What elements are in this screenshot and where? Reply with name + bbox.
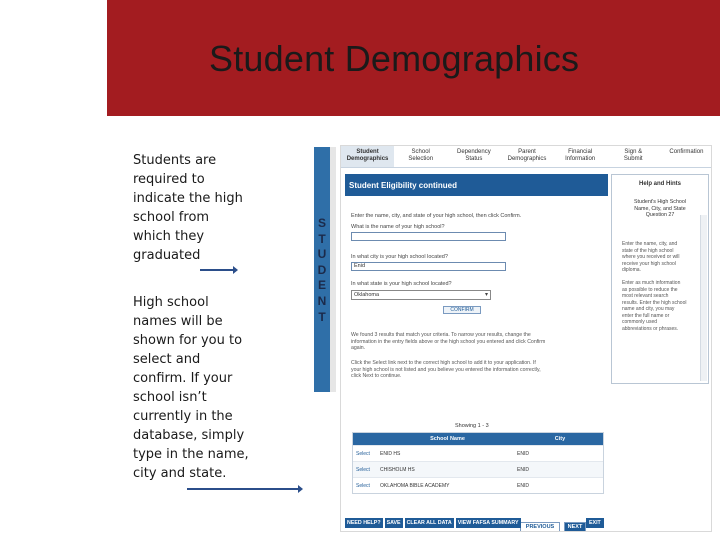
clear-all-data-button[interactable]: CLEAR ALL DATA xyxy=(406,520,452,526)
exit-button[interactable]: EXIT xyxy=(586,518,604,528)
state-select[interactable]: Oklahoma ▾ xyxy=(351,290,491,300)
letter: E xyxy=(317,278,326,293)
title-banner xyxy=(107,0,720,116)
confirm-button[interactable]: CONFIRM xyxy=(443,306,481,314)
letter: U xyxy=(317,247,327,262)
sidebar-shadow xyxy=(330,147,336,392)
letter: S xyxy=(317,216,326,230)
help-title: Help and Hints xyxy=(638,181,681,187)
main-form xyxy=(345,174,608,529)
city-cell: ENID xyxy=(517,467,529,473)
fafsa-screenshot xyxy=(340,145,712,532)
column-header-select xyxy=(353,433,378,445)
help-scrollbar[interactable] xyxy=(700,215,707,381)
showing-count: Showing 1 - 3 xyxy=(455,423,489,429)
instruction-text: Enter the name, city, and state of your high school, then click Confirm. xyxy=(351,213,522,219)
help-text: Enter the name, city, and state of the high school where you received or will receive your high school diploma. Enter as much information as possible to reduce the most relevant search results. Enter the high school name and city, you may enter the full name or commonly used abbreviations or phrases. xyxy=(622,241,687,332)
select-link[interactable]: Select xyxy=(356,483,370,489)
vertical-student-label xyxy=(316,216,328,325)
arrow-pointer-2 xyxy=(187,488,299,490)
state-label: In what state is your high school located? xyxy=(351,281,452,287)
table-row xyxy=(353,461,603,477)
table-row xyxy=(353,445,603,461)
select-instructions: Click the Select link next to the correct high school to add it to your application. If your high school is not listed and you believe you entered the information correctly, click Next to continue. xyxy=(351,360,541,380)
select-link[interactable]: Select xyxy=(356,451,370,457)
school-name-cell: CHISHOLM HS xyxy=(380,467,415,473)
page-title: Student Demographics xyxy=(209,38,580,79)
results-table xyxy=(352,432,604,494)
letter: N xyxy=(317,293,327,308)
tab-financial-information[interactable]: Financial Information xyxy=(565,149,596,162)
letter: T xyxy=(318,231,326,246)
arrow-pointer-1 xyxy=(200,269,234,271)
school-name-input[interactable] xyxy=(351,232,506,241)
city-cell: ENID xyxy=(517,483,529,489)
note-graduated: Students are required to indicate the high school from which they graduated xyxy=(133,153,243,263)
tab-confirmation[interactable]: Confirmation xyxy=(669,149,704,155)
tab-sign-submit[interactable]: Sign & Submit xyxy=(623,149,643,162)
tab-parent-demographics[interactable]: Parent Demographics xyxy=(507,149,547,162)
city-label: In what city is your high school located? xyxy=(351,254,448,260)
tab-student-demographics[interactable]: Student Demographics xyxy=(341,146,394,167)
city-cell: ENID xyxy=(517,451,529,457)
help-subtitle: Student's High School Name, City, and State Question 27 xyxy=(634,199,686,219)
results-message: We found 3 results that match your criteria. To narrow your results, change the information in the entry fields above or the high school you entered and click Confirm again. xyxy=(351,332,546,352)
table-row xyxy=(353,477,603,493)
need-help-button[interactable]: NEED HELP? xyxy=(347,520,381,526)
view-fafsa-summary-button[interactable]: VIEW FAFSA SUMMARY xyxy=(457,520,519,526)
school-name-cell: OKLAHOMA BIBLE ACADEMY xyxy=(380,483,450,489)
step-tabs xyxy=(341,146,712,168)
school-name-label: What is the name of your high school? xyxy=(351,224,445,230)
letter: D xyxy=(317,262,327,277)
table-header xyxy=(353,433,603,445)
note-select-confirm: High school names will be shown for you to select and confirm. If your school isn’t currently in the database, simply type in the name, city and state. xyxy=(133,295,249,481)
letter: T xyxy=(318,309,326,324)
tab-school-selection[interactable]: School Selection xyxy=(408,149,434,162)
footer-toolbar xyxy=(345,518,603,529)
column-header-city: City xyxy=(554,436,566,442)
select-link[interactable]: Select xyxy=(356,467,370,473)
next-button[interactable]: NEXT xyxy=(564,522,586,532)
column-header-school: School Name xyxy=(430,436,465,442)
save-button[interactable]: SAVE xyxy=(386,520,401,526)
section-header xyxy=(345,174,608,196)
previous-button[interactable]: PREVIOUS xyxy=(520,522,560,532)
tab-dependency-status[interactable]: Dependency Status xyxy=(457,149,491,162)
section-title: Student Eligibility continued xyxy=(349,181,457,190)
school-name-cell: ENID HS xyxy=(380,451,401,457)
help-panel xyxy=(611,174,709,384)
city-input[interactable]: Enid xyxy=(351,262,506,271)
